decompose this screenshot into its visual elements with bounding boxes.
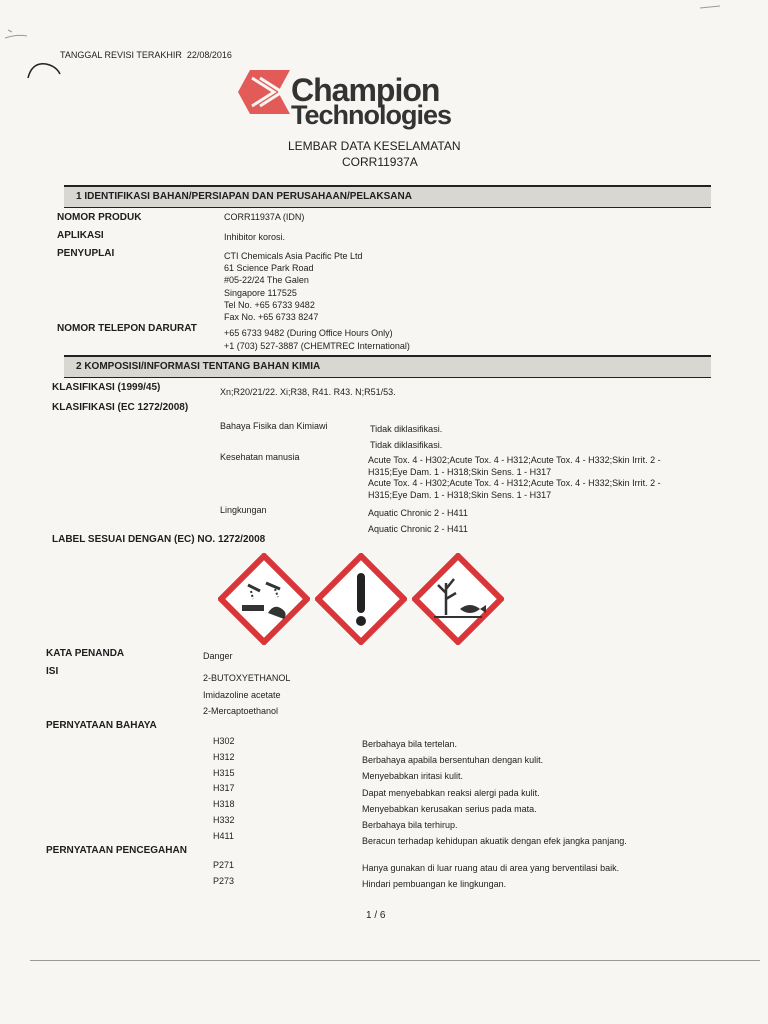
hazard-statement-code: H315 xyxy=(213,767,235,778)
logo-line-1: Champion xyxy=(291,72,440,108)
supplier-address: CTI Chemicals Asia Pacific Pte Ltd 61 Science Park Road #05-22/24 The Galen Singapore 117525 Tel No. +65 6733 9482 Fax No. +65 6733 8247 xyxy=(224,251,363,323)
champion-logo-icon xyxy=(238,70,290,114)
signal-word-value: Danger xyxy=(203,651,233,661)
application-value: Inhibitor korosi. xyxy=(224,232,286,242)
label-title: LABEL SESUAI DENGAN (EC) NO. 1272/2008 xyxy=(52,534,266,545)
hazard-statement-text: Menyebabkan kerusakan serius pada mata. xyxy=(362,803,537,814)
corrosive-pictogram-icon xyxy=(218,553,310,645)
classification-1999-label: KLASIFIKASI (1999/45) xyxy=(52,382,161,393)
hazard-statement-code: H312 xyxy=(213,751,235,762)
logo-line-2: Technologies xyxy=(291,100,452,130)
content-item: 2-Mercaptoethanol xyxy=(203,706,279,716)
document-code: CORR11937A xyxy=(342,155,418,169)
product-number-value: CORR11937A (IDN) xyxy=(224,212,305,222)
classification-1999-value: Xn;R20/21/22. Xi;R38, R41. R43. N;R51/53. xyxy=(220,387,396,397)
hazard-statement-text: Dapat menyebabkan reaksi alergi pada kulit. xyxy=(362,787,540,798)
revision-label: TANGGAL REVISI TERAKHIR 22/08/2016 xyxy=(60,50,232,60)
hazard-statement-text: Berbahaya bila terhirup. xyxy=(362,820,458,830)
physical-hazard-label: Bahaya Fisika dan Kimiawi xyxy=(220,421,328,431)
content-item: 2-BUTOXYETHANOL xyxy=(203,673,291,683)
contents-label: ISI xyxy=(46,666,59,677)
hazard-statement-code: H302 xyxy=(213,736,235,746)
page-number: 1 / 6 xyxy=(366,910,386,921)
precaution-statement-code: P273 xyxy=(213,875,235,886)
environment-pictogram-icon xyxy=(412,553,504,645)
exclamation-pictogram-icon xyxy=(315,553,407,645)
hazard-statement-code: H317 xyxy=(213,783,235,794)
hazard-statement-code: H318 xyxy=(213,799,235,810)
health-hazard-label: Kesehatan manusia xyxy=(220,452,300,462)
content-item: Imidazoline acetate xyxy=(203,689,281,700)
section-1-header: 1 IDENTIFIKASI BAHAN/PERSIAPAN DAN PERUSAHAAN/PELAKSANA xyxy=(64,185,711,208)
document-title: LEMBAR DATA KESELAMATAN xyxy=(288,139,461,153)
section-2-header: 2 KOMPOSISI/INFORMASI TENTANG BAHAN KIMIA xyxy=(64,355,711,378)
precaution-statement-text: Hindari pembuangan ke lingkungan. xyxy=(362,878,507,889)
signal-word-label: KATA PENANDA xyxy=(46,648,125,659)
precaution-statement-code: P271 xyxy=(213,860,235,870)
environment-values: Aquatic Chronic 2 - H411 Aquatic Chronic 2 - H411 xyxy=(368,508,468,534)
health-hazard-values: Acute Tox. 4 - H302;Acute Tox. 4 - H312;Acute Tox. 4 - H332;Skin Irrit. 2 - H315;Eye Dam. 1 - H318;Skin Sens. 1 - H317 Acute Tox. 4 - H302;Acute Tox. 4 - H312;Acute Tox. 4 - H332;Skin Irrit. 2 - H315;Eye Dam. 1 - H318;Skin Sens. 1 - H317 xyxy=(368,455,661,500)
supplier-label: PENYUPLAI xyxy=(57,248,115,259)
environment-label: Lingkungan xyxy=(220,505,267,515)
hazard-statement-code: H332 xyxy=(213,815,235,825)
physical-hazard-values: Tidak diklasifikasi. Tidak diklasifikasi. xyxy=(370,424,443,450)
contents-list xyxy=(203,670,290,720)
hazard-statement-text: Berbahaya apabila bersentuhan dengan kulit. xyxy=(362,755,544,766)
emergency-phone-value: +65 6733 9482 (During Office Hours Only) +1 (703) 527-3887 (CHEMTREC International) xyxy=(224,328,410,351)
precaution-statements-title: PERNYATAAN PENCEGAHAN xyxy=(46,845,187,856)
hazard-statement-text: Beracun terhadap kehidupan akuatik dengan efek jangka panjang. xyxy=(362,836,627,847)
precaution-statement-text: Hanya gunakan di luar ruang atau di area yang berventilasi baik. xyxy=(362,863,620,873)
revision-date: 22/08/2016 xyxy=(186,50,232,60)
hazard-statement-code: H411 xyxy=(213,830,234,841)
hazard-statement-text: Berbahaya bila tertelan. xyxy=(362,739,458,749)
hazard-statements-title: PERNYATAAN BAHAYA xyxy=(46,720,157,731)
classification-ec-label: KLASIFIKASI (EC 1272/2008) xyxy=(52,402,189,413)
page-bottom-edge xyxy=(30,960,760,961)
product-number-label: NOMOR PRODUK xyxy=(57,212,142,223)
hazard-statement-text: Menyebabkan iritasi kulit. xyxy=(362,771,464,782)
application-label: APLIKASI xyxy=(57,230,104,241)
emergency-phone-label: NOMOR TELEPON DARURAT xyxy=(57,323,197,334)
